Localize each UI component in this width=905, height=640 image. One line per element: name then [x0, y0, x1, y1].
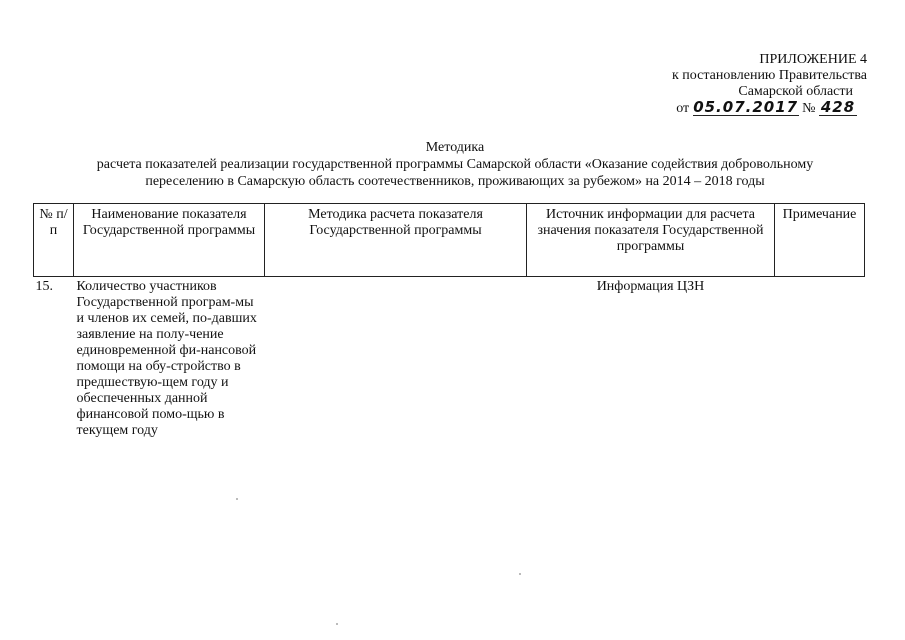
- header-note: Примечание: [775, 204, 865, 277]
- annex-heading: ПРИЛОЖЕНИЕ 4: [759, 52, 867, 67]
- header-number: № п/п: [34, 204, 74, 277]
- handwritten-date: 05.07.2017: [693, 98, 799, 116]
- row-calculation-method: [265, 277, 527, 440]
- title-line-2: расчета показателей реализации государственной программы Самарской области «Оказание содействия добровольному: [96, 157, 814, 172]
- document-title: [30, 139, 880, 190]
- handwritten-number: 428: [820, 98, 856, 116]
- table-header-row: [34, 204, 865, 277]
- scan-speck: [336, 623, 338, 625]
- header-information-source: Источник информации для расчета значения показателя Государственной программы: [527, 204, 775, 277]
- title-line-1: Методика: [425, 140, 485, 155]
- annex-block: [607, 52, 867, 117]
- indicator-table: [33, 203, 865, 439]
- scan-speck: [236, 498, 238, 500]
- scan-speck: [519, 573, 521, 575]
- date-prefix: от: [676, 101, 690, 116]
- row-information-source: Информация ЦЗН: [596, 279, 705, 294]
- header-calculation-method: Методика расчета показателя Государственной программы: [265, 204, 527, 277]
- table-row: [34, 277, 865, 440]
- annex-line-resolution: к постановлению Правительства: [671, 68, 867, 83]
- row-indicator-name: Количество участников Государственной програм-мы и членов их семей, по-давших заявление на полу-чение единовременной фи-нансовой помощи на обу-стройство в предшествую-щем году и обеспеченных данной финансовой помо-щью в текущем году: [76, 279, 257, 438]
- number-prefix: №: [802, 101, 816, 116]
- annex-date-line: [607, 100, 867, 117]
- annex-line-region: Самарской области: [738, 84, 853, 99]
- header-indicator-name: Наименование показателя Государственной программы: [74, 204, 265, 277]
- title-line-3: переселению в Самарскую область соотечественников, проживающих за рубежом» на 2014 – 2018 годы: [145, 174, 765, 189]
- row-note: [775, 277, 865, 440]
- row-number: 15.: [35, 279, 53, 294]
